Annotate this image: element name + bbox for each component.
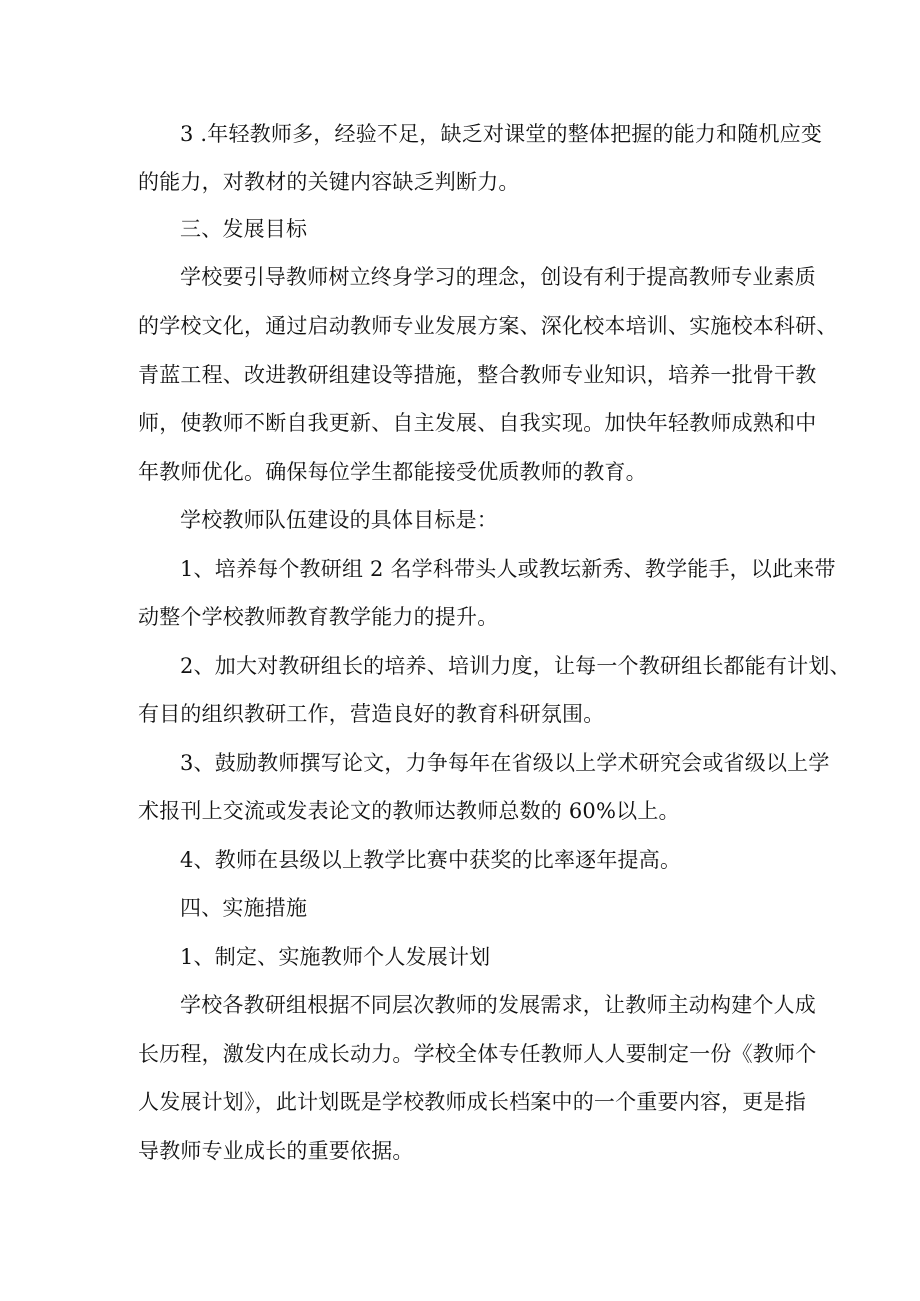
text-line: 人发展计划》，此计划既是学校教师成长档案中的一个重要内容，更是指 <box>138 1090 806 1114</box>
text-line: 的学校文化，通过启动教师专业发展方案、深化校本培训、实施校本科研、 <box>138 314 838 338</box>
subsection-heading: 1、制定、实施教师个人发展计划 <box>180 945 491 969</box>
text-line: 学校各教研组根据不同层次教师的发展需求，让教师主动构建个人成 <box>180 993 816 1017</box>
text-line: 师，使教师不断自我更新、自主发展、自我实现。加快年轻教师成熟和中 <box>138 411 817 435</box>
text-line: 年教师优化。确保每位学生都能接受优质教师的教育。 <box>138 460 647 484</box>
list-item-continuation: 术报刊上交流或发表论文的教师达教师总数的 60%以上。 <box>138 799 680 823</box>
text-line: 3 .年轻教师多，经验不足，缺乏对课堂的整体把握的能力和随机应变 <box>180 122 823 146</box>
text-line: 长历程，激发内在成长动力。学校全体专任教师人人要制定一份《教师个 <box>138 1042 817 1066</box>
list-item: 2、加大对教研组长的培养、培训力度，让每一个教研组长都能有计划、 <box>180 654 851 678</box>
text-line: 学校要引导教师树立终身学习的理念，创设有利于提高教师专业素质 <box>180 265 816 289</box>
text-line: 青蓝工程、改进教研组建设等措施，整合教师专业知识，培养一批骨干教 <box>138 363 817 387</box>
section-heading: 四、实施措施 <box>180 896 308 920</box>
list-item: 4、教师在县级以上教学比赛中获奖的比率逐年提高。 <box>180 848 682 872</box>
list-item-continuation: 动整个学校教师教育教学能力的提升。 <box>138 605 499 629</box>
text-line: 导教师专业成长的重要依据。 <box>138 1139 414 1163</box>
list-item: 1、培养每个教研组 2 名学科带头人或教坛新秀、教学能手，以此来带 <box>180 557 836 581</box>
text-line: 学校教师队伍建设的具体目标是： <box>180 508 498 532</box>
list-item: 3、鼓励教师撰写论文，力争每年在省级以上学术研究会或省级以上学 <box>180 751 830 775</box>
section-heading: 三、发展目标 <box>180 217 308 241</box>
text-line: 的能力，对教材的关键内容缺乏判断力。 <box>138 170 520 194</box>
list-item-continuation: 有目的组织教研工作，营造良好的教育科研氛围。 <box>138 702 605 726</box>
